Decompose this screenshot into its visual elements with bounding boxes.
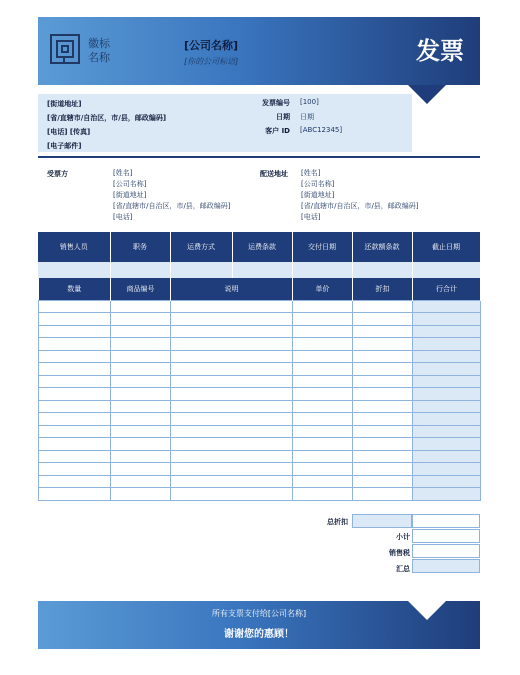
line-item-cell[interactable]: [171, 375, 293, 388]
header-band: [38, 17, 480, 85]
sales-info-row: [38, 262, 480, 278]
table-row: [39, 325, 481, 338]
line-item-cell[interactable]: [353, 300, 413, 313]
line-item-cell[interactable]: [413, 350, 481, 363]
line-item-cell[interactable]: [293, 338, 353, 351]
date-label: 日期: [276, 113, 290, 121]
line-item-cell[interactable]: [39, 388, 111, 401]
line-item-cell[interactable]: [39, 413, 111, 426]
payment-note: 所有支票支付给[公司名称]: [211, 609, 307, 618]
line-item-cell[interactable]: [293, 375, 353, 388]
thank-you-note: 谢谢您的惠顾！: [224, 629, 294, 640]
line-item-cell[interactable]: [39, 400, 111, 413]
invoice-number-label: 发票编号: [262, 99, 290, 107]
line-item-cell[interactable]: [111, 338, 171, 351]
line-item-cell[interactable]: [39, 300, 111, 313]
subtotal-label: 小计: [396, 533, 410, 541]
customer-id-label: 客户 ID: [265, 127, 290, 135]
line-item-cell[interactable]: [39, 425, 111, 438]
line-item-cell[interactable]: [171, 438, 293, 451]
line-item-cell[interactable]: [171, 425, 293, 438]
payment-terms-cell[interactable]: [352, 262, 412, 278]
table-row: [39, 375, 481, 388]
line-item-cell[interactable]: [353, 388, 413, 401]
table-row: [39, 413, 481, 426]
line-item-cell[interactable]: [413, 325, 481, 338]
sales-tax-cell[interactable]: [412, 544, 480, 558]
line-item-cell[interactable]: [171, 325, 293, 338]
line-item-cell[interactable]: [413, 300, 481, 313]
total-discount-line-cell[interactable]: [412, 514, 480, 528]
date-value: 日期: [300, 113, 314, 121]
line-item-cell[interactable]: [353, 375, 413, 388]
line-item-cell[interactable]: [39, 375, 111, 388]
line-item-cell[interactable]: [111, 450, 171, 463]
shipping-terms-cell[interactable]: [232, 262, 292, 278]
sender-street: [街道地址]: [47, 100, 82, 108]
table-row: [39, 450, 481, 463]
shipto-line: [街道地址]: [301, 191, 335, 199]
line-item-cell[interactable]: [171, 388, 293, 401]
line-item-cell[interactable]: [171, 350, 293, 363]
shipto-address: [301, 168, 477, 223]
line-item-cell[interactable]: [353, 438, 413, 451]
header-job: 职务: [110, 232, 170, 262]
invoice-title: 发票: [416, 37, 464, 65]
line-item-cell[interactable]: [353, 425, 413, 438]
line-item-cell[interactable]: [293, 463, 353, 476]
line-item-cell[interactable]: [353, 325, 413, 338]
header-payment-terms: 还款额条款: [352, 232, 412, 262]
line-item-cell[interactable]: [293, 475, 353, 488]
line-item-cell[interactable]: [353, 463, 413, 476]
line-item-cell[interactable]: [413, 313, 481, 326]
company-name: [公司名称]: [184, 39, 239, 52]
line-item-cell[interactable]: [413, 438, 481, 451]
header-description: 说明: [171, 278, 293, 300]
line-item-cell[interactable]: [111, 325, 171, 338]
customer-id: [ABC12345]: [300, 126, 343, 134]
header-due-date: 截止日期: [412, 232, 480, 262]
table-row: [39, 350, 481, 363]
line-item-cell[interactable]: [171, 313, 293, 326]
sender-info: [38, 94, 412, 152]
shipto-label: 配送地址: [260, 170, 288, 178]
line-item-cell[interactable]: [39, 475, 111, 488]
line-item-cell[interactable]: [39, 313, 111, 326]
line-items-table: [38, 278, 481, 501]
line-item-cell[interactable]: [293, 413, 353, 426]
line-item-cell[interactable]: [171, 338, 293, 351]
delivery-date-cell[interactable]: [292, 262, 352, 278]
line-item-cell[interactable]: [293, 300, 353, 313]
header-notch: [408, 85, 446, 104]
line-item-cell[interactable]: [413, 388, 481, 401]
line-item-cell[interactable]: [111, 375, 171, 388]
billto-line: [公司名称]: [113, 180, 147, 188]
sender-phone: [电话] [传真]: [47, 128, 91, 136]
table-row: [39, 400, 481, 413]
line-item-cell[interactable]: [293, 350, 353, 363]
header-item-number: 商品编号: [111, 278, 171, 300]
line-item-cell[interactable]: [39, 350, 111, 363]
line-item-cell[interactable]: [111, 300, 171, 313]
line-item-cell[interactable]: [111, 400, 171, 413]
line-item-cell[interactable]: [111, 363, 171, 376]
line-item-cell[interactable]: [171, 363, 293, 376]
line-item-cell[interactable]: [293, 325, 353, 338]
line-item-cell[interactable]: [39, 325, 111, 338]
logo-line2: 名称: [88, 51, 110, 64]
invoice-number: [100]: [300, 98, 319, 106]
shipto-line: [公司名称]: [301, 180, 335, 188]
line-item-cell[interactable]: [111, 388, 171, 401]
line-item-cell[interactable]: [293, 313, 353, 326]
line-item-cell[interactable]: [39, 363, 111, 376]
line-item-cell[interactable]: [171, 475, 293, 488]
header-delivery-date: 交付日期: [292, 232, 352, 262]
job-cell[interactable]: [110, 262, 170, 278]
line-item-cell[interactable]: [353, 488, 413, 501]
line-item-cell[interactable]: [293, 425, 353, 438]
line-item-cell[interactable]: [353, 363, 413, 376]
line-item-cell[interactable]: [353, 350, 413, 363]
line-item-cell[interactable]: [39, 450, 111, 463]
line-item-cell[interactable]: [413, 400, 481, 413]
line-item-cell[interactable]: [413, 375, 481, 388]
table-row: [39, 313, 481, 326]
line-item-cell[interactable]: [413, 450, 481, 463]
company-slogan: [你的公司标语]: [184, 57, 239, 66]
line-item-cell[interactable]: [293, 488, 353, 501]
line-item-cell[interactable]: [171, 300, 293, 313]
line-item-cell[interactable]: [111, 475, 171, 488]
due-date-cell[interactable]: [412, 262, 480, 278]
line-item-cell[interactable]: [171, 400, 293, 413]
line-item-cell[interactable]: [39, 338, 111, 351]
billto-address: [113, 168, 253, 223]
total-discount-cell[interactable]: [352, 514, 412, 528]
billto-line: [姓名]: [113, 169, 133, 177]
table-row: [39, 488, 481, 501]
line-item-cell[interactable]: [111, 313, 171, 326]
header-salesperson: 销售人员: [38, 232, 110, 262]
line-item-cell[interactable]: [413, 463, 481, 476]
line-item-cell[interactable]: [413, 488, 481, 501]
sender-city: [省/直辖市/自治区，市/县，邮政编码]: [47, 114, 167, 122]
line-item-cell[interactable]: [111, 463, 171, 476]
footer-band: [38, 601, 480, 649]
line-item-cell[interactable]: [293, 400, 353, 413]
billto-line: [电话]: [113, 213, 133, 221]
sales-info-table: [38, 232, 481, 278]
shipping-method-cell[interactable]: [170, 262, 232, 278]
header-shipping-method: 运费方式: [170, 232, 232, 262]
table-row: [39, 475, 481, 488]
table-row: [39, 338, 481, 351]
sender-email: [电子邮件]: [47, 142, 82, 150]
line-item-cell[interactable]: [39, 463, 111, 476]
line-item-cell[interactable]: [353, 475, 413, 488]
header-line-total: 行合计: [413, 278, 481, 300]
header-unit-price: 单价: [293, 278, 353, 300]
shipto-line: [姓名]: [301, 169, 321, 177]
line-item-cell[interactable]: [293, 388, 353, 401]
logo-name: [88, 37, 110, 65]
line-item-cell[interactable]: [111, 438, 171, 451]
line-item-cell[interactable]: [293, 438, 353, 451]
line-item-cell[interactable]: [353, 400, 413, 413]
line-item-cell[interactable]: [353, 338, 413, 351]
line-item-cell[interactable]: [111, 488, 171, 501]
grand-total-cell[interactable]: [412, 559, 480, 573]
line-item-cell[interactable]: [39, 488, 111, 501]
line-item-cell[interactable]: [413, 363, 481, 376]
header-discount: 折扣: [353, 278, 413, 300]
table-row: [39, 463, 481, 476]
subtotal-cell[interactable]: [412, 529, 480, 543]
logo-icon: [50, 34, 80, 64]
invoice-page: [38, 17, 480, 649]
line-item-cell[interactable]: [353, 450, 413, 463]
line-item-cell[interactable]: [293, 450, 353, 463]
table-row: [39, 363, 481, 376]
divider-rule: [38, 156, 480, 158]
line-item-cell[interactable]: [171, 488, 293, 501]
line-item-cell[interactable]: [413, 475, 481, 488]
line-item-cell[interactable]: [353, 413, 413, 426]
salesperson-cell[interactable]: [38, 262, 110, 278]
billto-label: 受票方: [47, 170, 68, 178]
line-item-cell[interactable]: [413, 413, 481, 426]
sales-tax-label: 销售税: [389, 549, 410, 557]
line-item-cell[interactable]: [171, 463, 293, 476]
shipto-line: [电话]: [301, 213, 321, 221]
table-row: [39, 425, 481, 438]
line-item-cell[interactable]: [111, 350, 171, 363]
shipto-line: [省/直辖市/自治区，市/县，邮政编码]: [301, 202, 419, 210]
line-item-cell[interactable]: [111, 413, 171, 426]
line-item-cell[interactable]: [171, 413, 293, 426]
line-item-cell[interactable]: [111, 425, 171, 438]
table-row: [39, 388, 481, 401]
billto-line: [省/直辖市/自治区，市/县，邮政编码]: [113, 202, 231, 210]
grand-total-label: 汇总: [396, 565, 410, 573]
logo-line1: 徽标: [88, 37, 110, 50]
table-row: [39, 300, 481, 313]
billto-line: [街道地址]: [113, 191, 147, 199]
line-item-cell[interactable]: [413, 338, 481, 351]
total-discount-label: 总折扣: [327, 518, 348, 526]
table-row: [39, 438, 481, 451]
line-item-cell[interactable]: [413, 425, 481, 438]
line-item-cell[interactable]: [353, 313, 413, 326]
line-item-cell[interactable]: [39, 438, 111, 451]
line-item-cell[interactable]: [171, 450, 293, 463]
header-shipping-terms: 运费条款: [232, 232, 292, 262]
line-item-cell[interactable]: [293, 363, 353, 376]
header-quantity: 数量: [39, 278, 111, 300]
